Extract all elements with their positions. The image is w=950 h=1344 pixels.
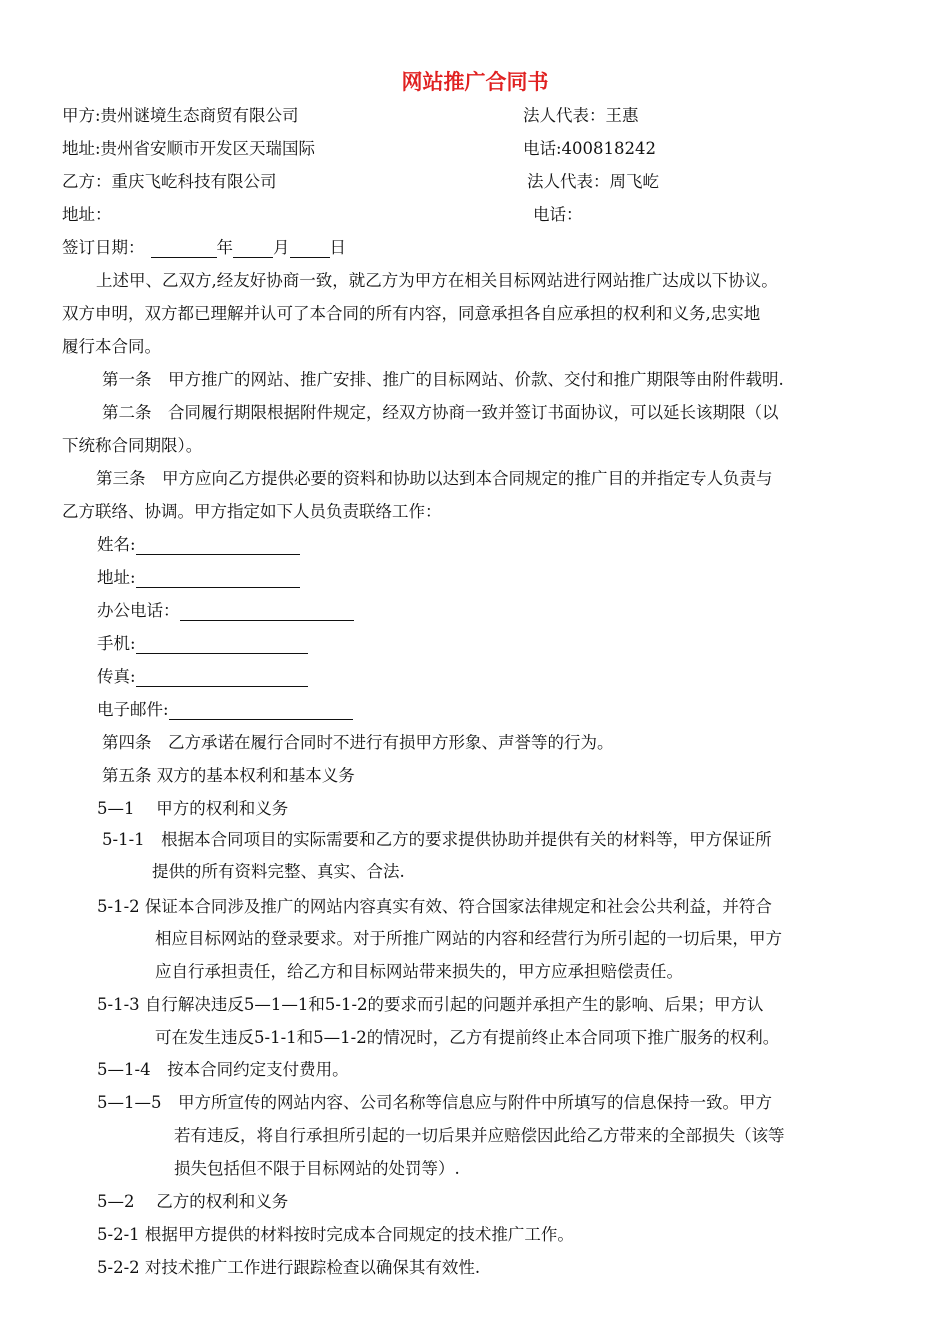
contact-mobile [97,634,308,654]
day-label: 日 [329,238,346,257]
contact-mobile-label: 手机: [97,634,136,653]
section-5-1-heading: 5—1 甲方的权利和义务 [97,799,289,818]
party-b-phone: 电话： [533,205,583,224]
contact-name [97,535,300,555]
month-label: 月 [273,238,290,257]
intro-line-3: 履行本合同。 [62,337,161,356]
contact-email-label: 电子邮件: [97,700,169,719]
contact-name-label: 姓名: [97,535,136,554]
contact-email [97,700,353,720]
contact-fax [97,667,308,687]
party-b-representative: 法人代表：周飞屹 [527,172,659,191]
article-1: 第一条 甲方推广的网站、推广安排、推广的目标网站、价款、交付和推广期限等由附件载明. [102,370,784,389]
article-4: 第四条 乙方承诺在履行合同时不进行有损甲方形象、声誉等的行为。 [102,733,614,752]
contact-email-field[interactable] [169,701,353,720]
sign-date-label: 签订日期： [62,238,145,257]
clause-5-1-2-line-1: 5-1-2 保证本合同涉及推广的网站内容真实有效、符合国家法律规定和社会公共利益，并符合 [97,897,772,916]
article-5: 第五条 双方的基本权利和基本义务 [102,766,355,785]
contact-name-field[interactable] [136,536,300,555]
sign-date [62,238,346,258]
contact-fax-label: 传真: [97,667,136,686]
day-blank[interactable] [290,239,330,258]
contact-address [97,568,300,588]
clause-5-2-1: 5-2-1 根据甲方提供的材料按时完成本合同规定的技术推广工作。 [97,1225,574,1244]
clause-5-2-2: 5-2-2 对技术推广工作进行跟踪检查以确保其有效性. [97,1258,481,1277]
clause-5-1-2-line-3: 应自行承担责任，给乙方和目标网站带来损失的，甲方应承担赔偿责任。 [155,962,683,981]
month-blank[interactable] [233,239,273,258]
article-3-line-1: 第三条 甲方应向乙方提供必要的资料和协助以达到本合同规定的推广目的并指定专人负责与 [96,469,773,488]
clause-5-1-5-line-3: 损失包括但不限于目标网站的处罚等）. [174,1159,460,1178]
contact-mobile-field[interactable] [136,635,308,654]
party-a-address: 地址:贵州省安顺市开发区天瑞国际 [62,139,316,158]
clause-5-1-2-line-2: 相应目标网站的登录要求。对于所推广网站的内容和经营行为所引起的一切后果，甲方 [155,929,782,948]
intro-line-2: 双方申明，双方都已理解并认可了本合同的所有内容，同意承担各自应承担的权利和义务,忠实地 [62,304,761,323]
article-3-line-2: 乙方联络、协调。甲方指定如下人员负责联络工作： [62,502,442,521]
article-2-line-2: 下统称合同期限）。 [62,436,203,455]
clause-5-1-4: 5—1-4 按本合同约定支付费用。 [97,1060,349,1079]
clause-5-1-3-line-1: 5-1-3 自行解决违反5—1—1和5-1-2的要求而引起的问题并承担产生的影响、后果；甲方认 [97,995,764,1014]
party-b-name: 乙方：重庆飞屹科技有限公司 [62,172,277,191]
contact-address-field[interactable] [136,569,300,588]
contact-office-phone [97,601,354,621]
party-a-name: 甲方:贵州谜境生态商贸有限公司 [62,106,299,125]
article-2-line-1: 第二条 合同履行期限根据附件规定，经双方协商一致并签订书面协议，可以延长该期限（以 [102,403,779,422]
year-blank[interactable] [151,239,217,258]
contact-office-phone-field[interactable] [180,602,354,621]
contact-office-phone-label: 办公电话： [97,601,180,620]
clause-5-1-1-line-2: 提供的所有资料完整、真实、合法. [152,862,405,881]
party-b-address: 地址： [62,205,112,224]
document-title: 网站推广合同书 [401,69,549,94]
clause-5-1-3-line-2: 可在发生违反5-1-1和5—1-2的情况时，乙方有提前终止本合同项下推广服务的权利。 [155,1028,780,1047]
section-5-2-heading: 5—2 乙方的权利和义务 [97,1192,289,1211]
contact-address-label: 地址: [97,568,136,587]
contact-fax-field[interactable] [136,668,308,687]
party-a-representative: 法人代表：王惠 [523,106,639,125]
clause-5-1-5-line-2: 若有违反，将自行承担所引起的一切后果并应赔偿因此给乙方带来的全部损失（该等 [174,1126,785,1145]
year-label: 年 [216,238,233,257]
clause-5-1-5-line-1: 5—1—5 甲方所宣传的网站内容、公司名称等信息应与附件中所填写的信息保持一致。甲方 [97,1093,772,1112]
party-a-phone: 电话:400818242 [523,139,657,158]
clause-5-1-1-line-1: 5-1-1 根据本合同项目的实际需要和乙方的要求提供协助并提供有关的材料等，甲方保证所 [102,830,772,849]
intro-line-1: 上述甲、乙双方,经友好协商一致，就乙方为甲方在相关目标网站进行网站推广达成以下协议。 [96,271,778,290]
